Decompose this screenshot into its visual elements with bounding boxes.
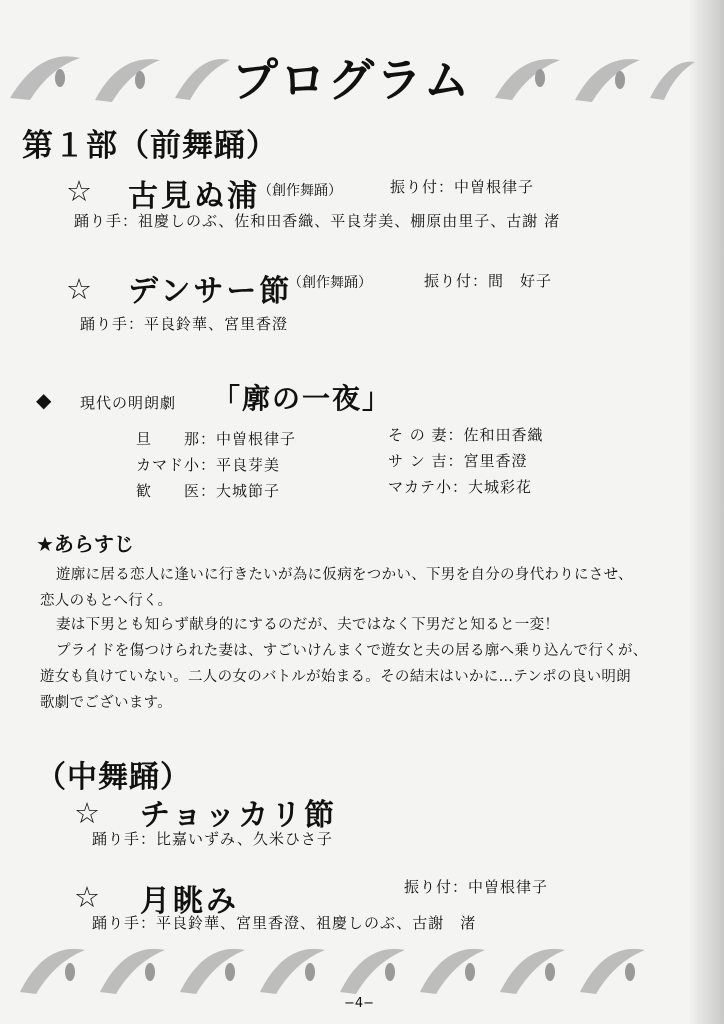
dancers: 踊り手：祖慶しのぶ、佐和田香織、平良芽美、棚原由里子、古謝 渚: [74, 212, 561, 230]
program-title: 古見ぬ浦: [128, 179, 260, 214]
star-icon: ☆: [66, 272, 92, 306]
cast-role: 歓 医：: [136, 482, 217, 500]
part1-heading: 第１部（前舞踊）: [22, 128, 278, 164]
choreographer: 振り付：間 好子: [424, 272, 553, 290]
cast-role: そ の 妻：: [388, 426, 464, 444]
synopsis-line: 歌劇でございます。: [40, 695, 173, 711]
cast-line: [388, 424, 544, 445]
star-icon: ☆: [74, 880, 100, 914]
choreographer: 振り付：中曽根律子: [390, 178, 535, 196]
play-title: 「廓の一夜」: [212, 382, 393, 415]
page-edge-shadow: [690, 0, 724, 1024]
page-number: −4−: [344, 996, 375, 1011]
synopsis-line: 恋人のもとへ行く。: [40, 593, 173, 609]
program-genre: （創作舞踊）: [288, 275, 372, 291]
play-label: 現代の明朗劇: [80, 394, 177, 412]
cast-line: [388, 476, 532, 497]
synopsis-line: 遊女も負けていない。二人の女のバトルが始まる。その結末はいかに…テンポの良い明朗: [40, 669, 631, 685]
cast-actor: 平良芽美: [216, 456, 281, 474]
page-title: プログラム: [232, 53, 472, 107]
cast-actor: 宮里香澄: [463, 452, 528, 470]
choreographer: 振り付：中曽根律子: [404, 878, 549, 896]
cast-actor: 大城節子: [216, 482, 281, 500]
synopsis-line: プライドを傷つけられた妻は、すごいけんまくで遊女と夫の居る廓へ乗り込んで行くが、: [56, 643, 648, 659]
cast-role: カマド小：: [136, 456, 217, 474]
cast-role: マカテ小：: [388, 478, 469, 496]
program-title: 月眺み: [140, 884, 239, 919]
cast-actor: 中曽根律子: [216, 430, 297, 448]
cast-actor: 大城彩花: [468, 478, 533, 496]
mid-dance-heading: （中舞踊）: [36, 760, 191, 795]
cast-line: [136, 428, 296, 449]
bottom-decorative-border: [0, 930, 700, 1000]
star-icon: ☆: [66, 174, 92, 208]
cast-line: [388, 450, 528, 471]
cast-actor: 佐和田香織: [463, 426, 544, 444]
synopsis-heading: ★あらすじ: [36, 532, 134, 556]
synopsis-line: 妻は下男とも知らず献身的にするのだが、夫ではなく下男だと知ると一変！: [56, 617, 560, 633]
cast-line: [136, 454, 280, 475]
diamond-icon: ◆: [36, 388, 52, 412]
program-title: デンサー節: [128, 274, 293, 309]
synopsis-line: 遊廓に居る恋人に逢いに行きたいが為に仮病をつかい、下男を自分の身代わりにさせ、: [56, 567, 633, 583]
cast-role: 旦 那：: [136, 430, 217, 448]
cast-line: [136, 480, 280, 501]
dancers: 踊り手：平良鈴華、宮里香澄、祖慶しのぶ、古謝 渚: [92, 914, 477, 932]
cast-role: サ ン 吉：: [388, 452, 464, 470]
program-genre: （創作舞踊）: [258, 183, 342, 199]
dancers: 踊り手：比嘉いずみ、久米ひさ子: [92, 830, 333, 848]
dancers: 踊り手：平良鈴華、宮里香澄: [80, 315, 289, 333]
program-title: チョッカリ節: [140, 798, 338, 833]
star-icon: ☆: [74, 796, 100, 830]
